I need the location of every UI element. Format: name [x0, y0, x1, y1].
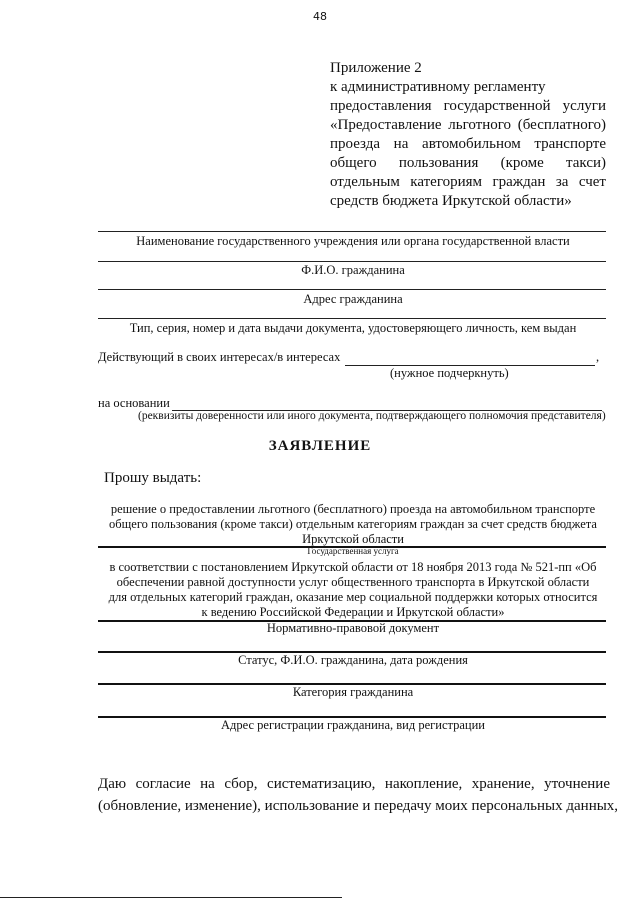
- decision-line: решение о предоставлении льготного (бесплатного) проезда на автомобильном транспорте: [110, 502, 596, 516]
- basis-hint: (реквизиты доверенности или иного документа, подтверждающего полномочия представителя): [138, 410, 606, 422]
- fio-caption: Ф.И.О. гражданина: [301, 263, 405, 277]
- appendix-line: общего пользования (кроме такси): [330, 155, 606, 171]
- appendix-line: отдельным категориям граждан за счет: [330, 174, 606, 190]
- acting-label: Действующий в своих интересах/в интересах: [98, 350, 341, 364]
- appendix-header: [330, 59, 606, 211]
- legal-line: в соответствии с постановлением Иркутской области от 18 ноября 2013 года № 521-пп «Об: [109, 560, 597, 574]
- decision-line: Иркутской области: [302, 532, 404, 546]
- appendix-line: предоставления государственной услуги: [330, 98, 606, 114]
- registration-caption: Адрес регистрации гражданина, вид регистрации: [221, 718, 485, 732]
- legal-line: к ведению Российской Федерации и Иркутской области»: [201, 605, 505, 619]
- footnote-separator: [0, 897, 342, 898]
- appendix-line: Приложение 2: [330, 60, 422, 76]
- appendix-line: проезда на автомобильном транспорте: [330, 136, 606, 152]
- document-field-line[interactable]: [98, 318, 606, 319]
- consent-line: Даю согласие на сбор, систематизацию, накопление, хранение, уточнение: [98, 776, 610, 792]
- appendix-line: «Предоставление льготного (бесплатного): [330, 117, 606, 133]
- institution-field-line[interactable]: [98, 231, 606, 232]
- appendix-line: средств бюджета Иркутской области»: [330, 193, 572, 209]
- category-caption: Категория гражданина: [292, 685, 414, 699]
- consent-line: (обновление, изменение), использование и передачу моих персональных данных,: [98, 798, 619, 814]
- consent-text: [98, 773, 619, 817]
- address-field-line[interactable]: [98, 289, 606, 290]
- status-caption: Статус, Ф.И.О. гражданина, дата рождения: [238, 653, 468, 667]
- decision-line: общего пользования (кроме такси) отдельным категориям граждан за счет средств бюджета: [109, 517, 597, 531]
- decision-text: [96, 502, 610, 547]
- appendix-line: к административному регламенту: [330, 79, 546, 95]
- acting-comma: ,: [596, 350, 600, 364]
- fio-field-line[interactable]: [98, 261, 606, 262]
- institution-caption: Наименование государственного учреждения или органа государственной власти: [136, 234, 570, 248]
- legal-line: обеспечении равной доступности услуг общественного транспорта в Иркутской области: [116, 575, 590, 589]
- acting-hint: (нужное подчеркнуть): [390, 366, 509, 380]
- statement-title: ЗАЯВЛЕНИЕ: [268, 438, 372, 454]
- address-caption: Адрес гражданина: [303, 292, 403, 306]
- normative-caption: Нормативно-правовой документ: [266, 621, 440, 635]
- basis-label: на основании: [98, 396, 170, 410]
- document-caption: Тип, серия, номер и дата выдачи документа, удостоверяющего личность, кем выдан: [129, 321, 577, 335]
- page-number: 48: [313, 10, 327, 23]
- service-caption: Государственная услуга: [307, 546, 399, 556]
- request-label: Прошу выдать:: [104, 470, 202, 486]
- legal-line: для отдельных категорий граждан, оказание мер социальной поддержки которых относится: [108, 590, 598, 604]
- legal-text: [96, 560, 610, 620]
